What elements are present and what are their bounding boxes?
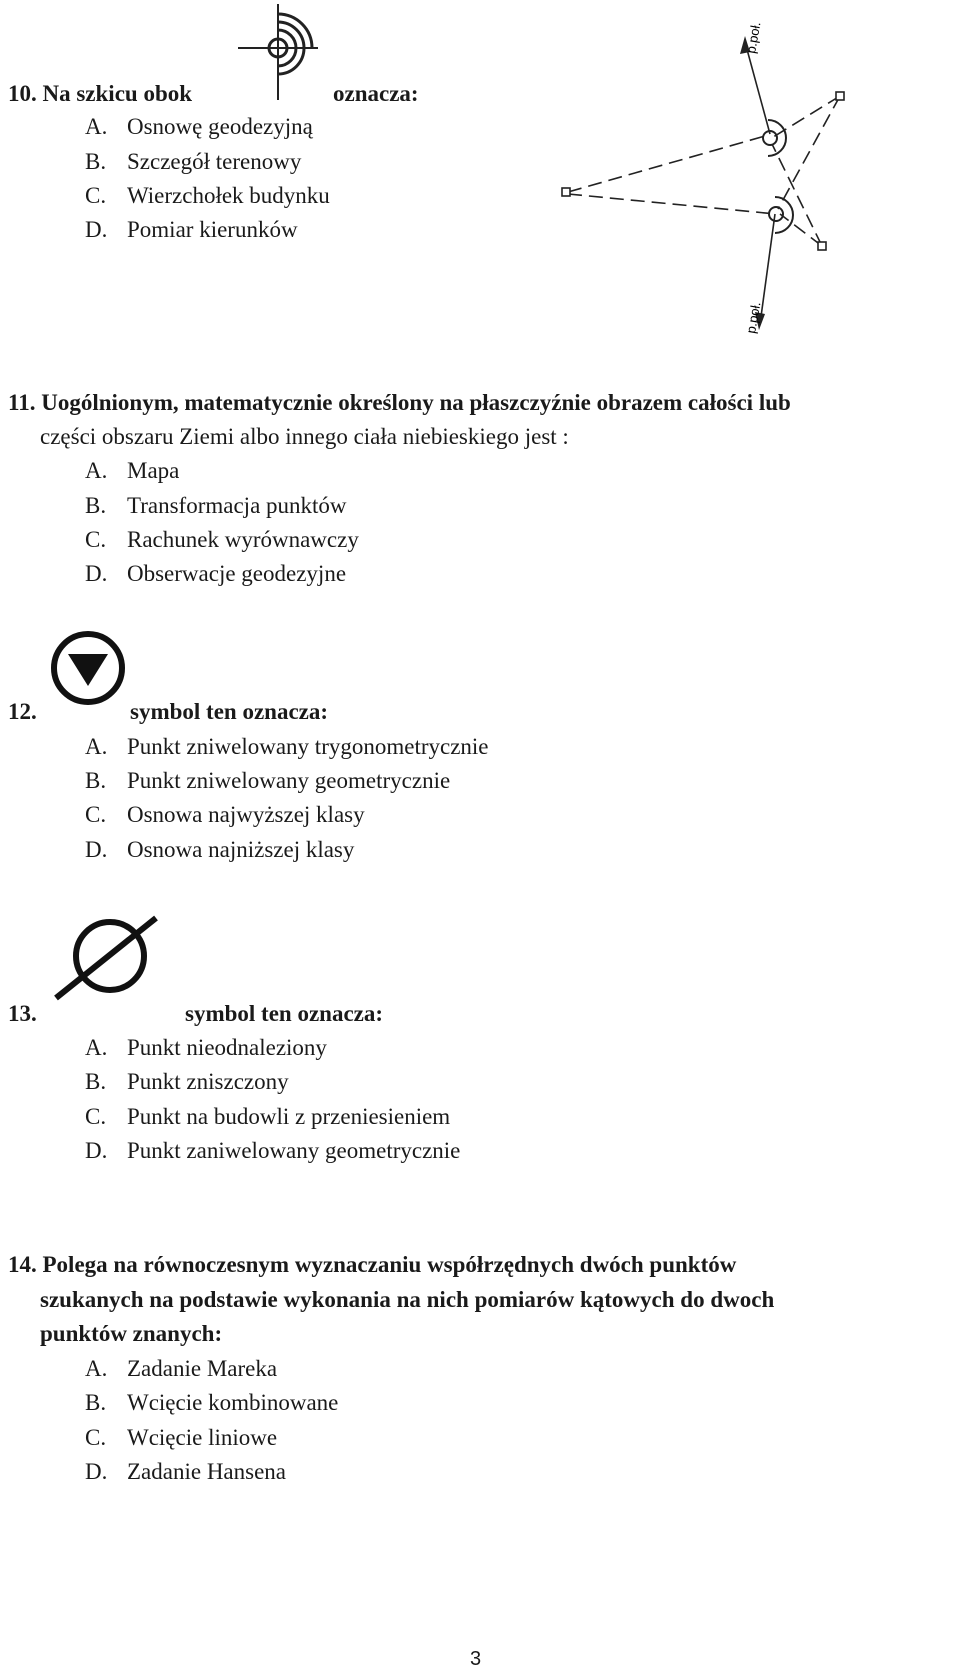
option-letter: A. xyxy=(85,1035,108,1060)
option-text: Mapa xyxy=(127,458,180,483)
option-text: Zadanie Mareka xyxy=(127,1356,278,1381)
option-text: Szczegół terenowy xyxy=(127,149,302,174)
sketch-label-bottom: p.poł. xyxy=(743,300,764,335)
option-10-c[interactable] xyxy=(85,182,330,210)
option-letter: C. xyxy=(85,1425,107,1450)
question-14-stem-line-2: szukanych na podstawie wykonania na nich pomiarów kątowych do dwoch xyxy=(40,1287,775,1312)
option-14-d[interactable] xyxy=(85,1458,286,1486)
option-text: Wcięcie liniowe xyxy=(127,1425,278,1450)
option-12-a[interactable] xyxy=(85,733,489,761)
question-11-stem-line-2: części obszaru Ziemi albo innego ciała niebieskiego jest : xyxy=(40,424,569,449)
question-14-stem-line-1 xyxy=(8,1251,736,1279)
option-text: Osnowę geodezyjną xyxy=(127,114,313,139)
option-text: Osnowa najwyższej klasy xyxy=(127,802,365,827)
option-13-c[interactable] xyxy=(85,1103,450,1131)
crossed-circle-symbol-icon xyxy=(50,912,162,1004)
option-13-a[interactable] xyxy=(85,1034,327,1062)
question-12-stem: symbol ten oznacza: xyxy=(130,699,329,724)
option-12-d[interactable] xyxy=(85,836,354,864)
page-number: 3 xyxy=(470,1648,482,1670)
option-letter: D. xyxy=(85,561,108,586)
question-number: 10. xyxy=(8,81,37,106)
option-text: Wierzchołek budynku xyxy=(127,183,330,208)
option-letter: B. xyxy=(85,1390,107,1415)
option-12-b[interactable] xyxy=(85,767,450,795)
option-text: Zadanie Hansena xyxy=(127,1459,287,1484)
option-letter: C. xyxy=(85,802,107,827)
question-10-stem-end: oznacza: xyxy=(333,81,419,106)
option-text: Obserwacje geodezyjne xyxy=(127,561,347,586)
option-10-b[interactable] xyxy=(85,148,301,176)
option-text: Punkt zaniwelowany geometrycznie xyxy=(127,1138,461,1163)
question-number: 11. xyxy=(8,390,36,415)
survey-sketch-diagram xyxy=(550,14,880,344)
option-letter: B. xyxy=(85,149,107,174)
option-14-a[interactable] xyxy=(85,1355,277,1383)
option-10-a[interactable] xyxy=(85,113,313,141)
option-letter: A. xyxy=(85,458,108,483)
option-text: Punkt zniwelowany geometrycznie xyxy=(127,768,451,793)
option-text: Osnowa najniższej klasy xyxy=(127,837,355,862)
question-11-stem-line-1 xyxy=(8,389,791,417)
option-13-d[interactable] xyxy=(85,1137,460,1165)
option-text: Punkt na budowli z przeniesieniem xyxy=(127,1104,451,1129)
option-text: Punkt zniszczony xyxy=(127,1069,289,1094)
option-letter: C. xyxy=(85,1104,107,1129)
option-11-b[interactable] xyxy=(85,492,347,520)
option-text: Pomiar kierunków xyxy=(127,217,298,242)
sketch-label-top: p.poł. xyxy=(743,20,764,55)
option-11-a[interactable] xyxy=(85,457,179,485)
question-14-stem-line-3: punktów znanych: xyxy=(40,1321,223,1346)
option-letter: D. xyxy=(85,1138,108,1163)
option-letter: D. xyxy=(85,217,108,242)
question-text: Polega na równoczesnym wyznaczaniu współrzędnych dwóch punktów xyxy=(42,1252,737,1277)
option-letter: A. xyxy=(85,1356,108,1381)
option-14-c[interactable] xyxy=(85,1424,277,1452)
option-letter: D. xyxy=(85,1459,108,1484)
option-12-c[interactable] xyxy=(85,801,365,829)
option-text: Rachunek wyrównawczy xyxy=(127,527,359,552)
question-10-stem xyxy=(8,80,192,108)
option-letter: D. xyxy=(85,837,108,862)
option-text: Transformacja punktów xyxy=(127,493,347,518)
circle-triangle-symbol-icon xyxy=(48,628,128,708)
observation-point-symbol-icon xyxy=(236,2,322,102)
question-number: 14. xyxy=(8,1252,37,1277)
option-letter: C. xyxy=(85,527,107,552)
option-10-d[interactable] xyxy=(85,216,298,244)
option-letter: B. xyxy=(85,768,107,793)
option-text: Wcięcie kombinowane xyxy=(127,1390,339,1415)
option-letter: B. xyxy=(85,493,107,518)
option-13-b[interactable] xyxy=(85,1068,289,1096)
question-12-number: 12. xyxy=(8,699,37,724)
option-text: Punkt zniwelowany trygonometrycznie xyxy=(127,734,489,759)
option-letter: B. xyxy=(85,1069,107,1094)
option-letter: A. xyxy=(85,734,108,759)
option-text: Punkt nieodnaleziony xyxy=(127,1035,327,1060)
question-text: Na szkicu obok xyxy=(42,81,193,106)
option-11-d[interactable] xyxy=(85,560,346,588)
option-11-c[interactable] xyxy=(85,526,359,554)
option-letter: C. xyxy=(85,183,107,208)
question-text: Uogólnionym, matematycznie określony na płaszczyźnie obrazem całości lub xyxy=(41,390,791,415)
option-14-b[interactable] xyxy=(85,1389,338,1417)
option-letter: A. xyxy=(85,114,108,139)
question-13-stem: symbol ten oznacza: xyxy=(185,1001,384,1026)
question-13-number: 13. xyxy=(8,1001,37,1026)
